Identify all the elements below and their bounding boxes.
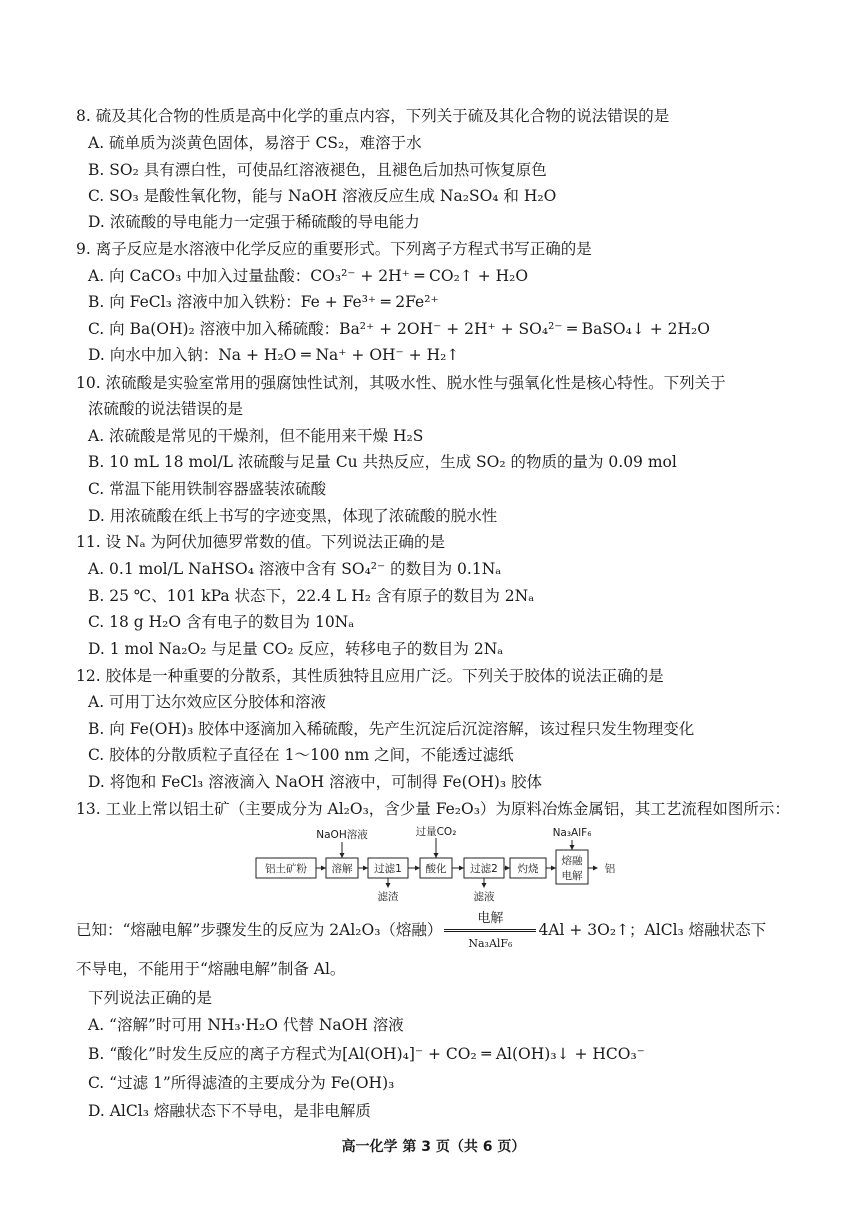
flow-label-acidify: 酸化: [425, 863, 447, 875]
flow-label-filter1: 过滤1: [374, 863, 402, 875]
q8-stem: 8. 硫及其化合物的性质是高中化学的重点内容，下列关于硫及其化合物的说法错误的是: [76, 107, 670, 125]
flow-output-filtrate: 滤液: [473, 891, 495, 903]
q11-option-c: C. 18 g H₂O 含有电子的数目为 10Nₐ: [88, 613, 355, 631]
q12-option-b: B. 向 Fe(OH)₃ 胶体中逐滴加入稀硫酸，先产生沉淀后沉淀溶解，该过程只发生物理变化: [88, 720, 695, 738]
q9-stem: 9. 离子反应是水溶液中化学反应的重要形式。下列离子方程式书写正确的是: [76, 240, 592, 258]
q13-known-text-a: 已知：“熔融电解”步骤发生的反应为 2Al₂O₃（熔融）: [76, 921, 443, 939]
q9-option-d: D. 向水中加入钠：Na + H₂O ═ Na⁺ + OH⁻ + H₂↑: [88, 346, 460, 364]
q8-option-a: A. 硫单质为淡黄色固体，易溶于 CS₂，难溶于水: [88, 134, 422, 152]
q8-option-b: B. SO₂ 具有漂白性，可使品红溶液褪色，且褪色后加热可恢复原色: [88, 161, 547, 179]
q12-stem: 12. 胶体是一种重要的分散系，其性质独特且应用广泛。下列关于胶体的说法正确的是: [76, 667, 664, 685]
q8-option-c: C. SO₃ 是酸性氧化物，能与 NaOH 溶液反应生成 Na₂SO₄ 和 H₂O: [88, 187, 557, 205]
q12-option-d: D. 将饱和 FeCl₃ 溶液滴入 NaOH 溶液中，可制得 Fe(OH)₃ 胶体: [88, 773, 543, 791]
q13-known-reaction: [76, 911, 767, 950]
q8-option-d: D. 浓硫酸的导电能力一定强于稀硫酸的导电能力: [88, 213, 420, 231]
flow-label-electrolysis: 电解: [561, 870, 583, 882]
q11-stem: 11. 设 Nₐ 为阿伏加德罗常数的值。下列说法正确的是: [76, 533, 445, 551]
flow-input-co2: 过量CO₂: [415, 826, 457, 838]
flow-label-ore: 铝土矿粉: [265, 863, 307, 875]
q12-option-a: A. 可用丁达尔效应区分胶体和溶液: [88, 693, 327, 711]
flow-output-residue: 滤渣: [377, 891, 399, 903]
flow-label-calcine: 灼烧: [517, 863, 539, 875]
q13-option-a: A. “溶解”时可用 NH₃·H₂O 代替 NaOH 溶液: [88, 1016, 404, 1034]
q13-known-cont: 不导电，不能用于“熔融电解”制备 Al。: [76, 960, 346, 978]
q13-stem: 13. 工业上常以铝土矿（主要成分为 Al₂O₃，含少量 Fe₂O₃）为原料冶炼金属铝，其工艺流程如图所示：: [76, 800, 790, 818]
flow-input-cryolite: Na₃AlF₆: [552, 827, 592, 839]
q9-option-b: B. 向 FeCl₃ 溶液中加入铁粉：Fe + Fe³⁺ ═ 2Fe²⁺: [88, 293, 439, 311]
flow-product-al: 铝: [604, 863, 616, 875]
flow-label-filter2: 过滤2: [470, 863, 498, 875]
flow-input-naoh: NaOH溶液: [316, 829, 368, 841]
reaction-condition-top: 电解: [477, 911, 504, 926]
reaction-condition: [444, 911, 536, 950]
reaction-condition-bottom: Na₃AlF₆: [468, 937, 513, 950]
process-flow-diagram: [250, 826, 630, 906]
q12-option-c: C. 胶体的分散质粒子直径在 1～100 nm 之间，不能透过滤纸: [88, 746, 514, 764]
flow-label-molten: 熔融: [561, 855, 583, 867]
q13-option-c: C. “过滤 1”所得滤渣的主要成分为 Fe(OH)₃: [88, 1074, 395, 1092]
q10-option-a: A. 浓硫酸是常见的干燥剂，但不能用来干燥 H₂S: [88, 427, 424, 445]
flow-label-dissolve: 溶解: [331, 863, 353, 875]
q11-option-b: B. 25 ℃、101 kPa 状态下，22.4 L H₂ 含有原子的数目为 2Nₐ: [88, 587, 535, 605]
q13-known-text-b: 4Al + 3O₂↑；AlCl₃ 熔融状态下: [538, 921, 767, 939]
q10-stem: 10. 浓硫酸是实验室常用的强腐蚀性试剂，其吸水性、脱水性与强氧化性是核心特性。下列关于: [76, 374, 726, 392]
q10-option-d: D. 用浓硫酸在纸上书写的字迹变黑，体现了浓硫酸的脱水性: [88, 507, 498, 525]
q11-option-a: A. 0.1 mol/L NaHSO₄ 溶液中含有 SO₄²⁻ 的数目为 0.1Nₐ: [88, 560, 502, 578]
q10-option-b: B. 10 mL 18 mol/L 浓硫酸与足量 Cu 共热反应，生成 SO₂ 的物质的量为 0.09 mol: [88, 453, 677, 471]
q10-stem-cont: 浓硫酸的说法错误的是: [88, 400, 244, 418]
q13-option-b: B. “酸化”时发生反应的离子方程式为[Al(OH)₄]⁻ + CO₂ ═ Al(OH)₃↓ + HCO₃⁻: [88, 1045, 645, 1063]
q13-ask: 下列说法正确的是: [88, 989, 213, 1007]
q10-option-c: C. 常温下能用铁制容器盛装浓硫酸: [88, 480, 327, 498]
q9-option-c: C. 向 Ba(OH)₂ 溶液中加入稀硫酸：Ba²⁺ + 2OH⁻ + 2H⁺ + SO₄²⁻ ═ BaSO₄↓ + 2H₂O: [88, 320, 710, 338]
q11-option-d: D. 1 mol Na₂O₂ 与足量 CO₂ 反应，转移电子的数目为 2Nₐ: [88, 640, 504, 658]
page-footer: 高一化学 第 3 页（共 6 页）: [341, 1139, 526, 1155]
q13-option-d: D. AlCl₃ 熔融状态下不导电，是非电解质: [88, 1102, 371, 1120]
q9-option-a: A. 向 CaCO₃ 中加入过量盐酸：CO₃²⁻ + 2H⁺ ═ CO₂↑ + H₂O: [88, 267, 529, 285]
